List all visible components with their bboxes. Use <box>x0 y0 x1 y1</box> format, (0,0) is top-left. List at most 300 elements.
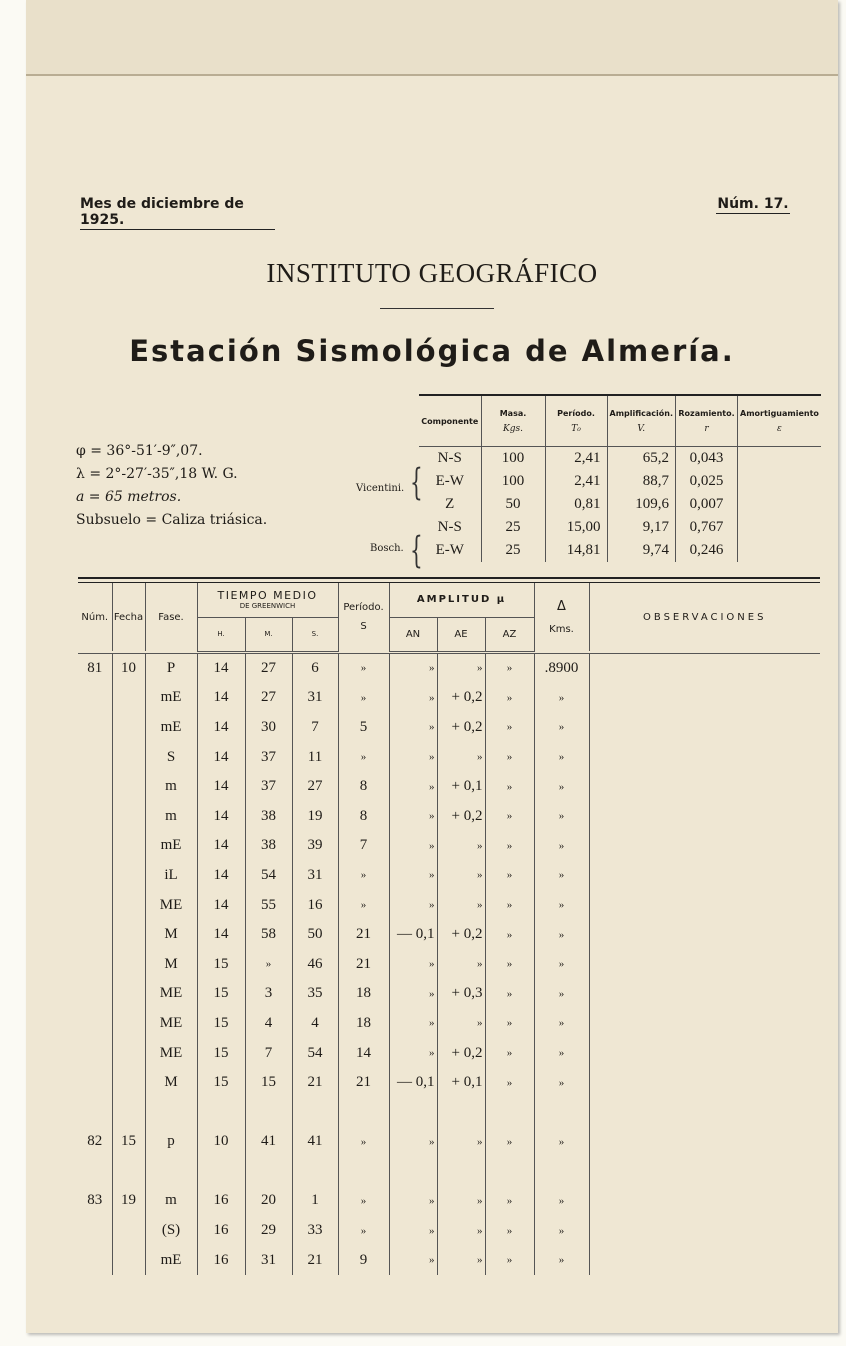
observaciones-cell <box>589 772 820 802</box>
table-cell <box>437 1097 485 1127</box>
table-cell: 38 <box>245 801 292 831</box>
table-cell <box>78 1038 112 1068</box>
table-cell: — 0,1 <box>389 920 437 950</box>
table-cell: » <box>485 713 534 743</box>
table-cell: (S) <box>145 1216 197 1246</box>
table-cell: 15 <box>197 949 245 979</box>
table-cell: » <box>485 1186 534 1216</box>
table-cell <box>145 1097 197 1127</box>
table-row <box>78 1157 820 1187</box>
table-row <box>78 801 820 831</box>
table-cell: » <box>534 713 589 743</box>
table-cell: » <box>534 1245 589 1275</box>
observaciones-cell <box>589 1097 820 1127</box>
table-cell: 41 <box>292 1127 338 1157</box>
observaciones-cell <box>589 920 820 950</box>
brace-vicentini: { <box>410 460 423 504</box>
periodo-label: Período. <box>343 602 384 613</box>
table-row <box>78 742 820 772</box>
table-cell: 14 <box>197 653 245 683</box>
table-cell: 14 <box>338 1038 389 1068</box>
instrument-cell: 25 <box>481 516 545 539</box>
table-cell <box>78 772 112 802</box>
table-cell: » <box>389 1009 437 1039</box>
table-cell: M <box>145 920 197 950</box>
table-cell: 4 <box>292 1009 338 1039</box>
table-cell: 15 <box>197 979 245 1009</box>
table-cell: 14 <box>197 861 245 891</box>
table-cell: » <box>534 801 589 831</box>
table-cell: 7 <box>292 713 338 743</box>
table-cell: 16 <box>197 1186 245 1216</box>
table-cell <box>112 1038 145 1068</box>
table-cell: » <box>389 742 437 772</box>
col-m: M. <box>245 617 292 651</box>
table-row <box>78 861 820 891</box>
table-cell <box>112 861 145 891</box>
table-cell: + 0,2 <box>437 920 485 950</box>
table-cell: 19 <box>112 1186 145 1216</box>
table-cell <box>534 1097 589 1127</box>
instrument-cell: Z <box>419 493 481 516</box>
table-cell: 1 <box>292 1186 338 1216</box>
table-cell: 54 <box>292 1038 338 1068</box>
table-cell: 41 <box>245 1127 292 1157</box>
instrument-cell: 0,025 <box>676 470 738 493</box>
table-cell: » <box>485 653 534 683</box>
table-cell: » <box>245 949 292 979</box>
table-cell: » <box>389 1127 437 1157</box>
table-cell: 16 <box>197 1216 245 1246</box>
instrument-cell: 14,81 <box>545 539 607 562</box>
table-cell: » <box>534 1127 589 1157</box>
observaciones-cell <box>589 742 820 772</box>
table-cell <box>112 801 145 831</box>
table-cell: » <box>389 831 437 861</box>
table-cell: 16 <box>292 890 338 920</box>
instrument-cell: 100 <box>481 447 545 471</box>
table-cell: » <box>437 1186 485 1216</box>
instrument-row <box>419 539 821 562</box>
table-cell: » <box>389 772 437 802</box>
table-cell <box>112 1068 145 1098</box>
instrument-table <box>419 394 821 562</box>
col-periodo <box>338 583 389 651</box>
table-cell: 38 <box>245 831 292 861</box>
table-cell: 31 <box>292 861 338 891</box>
instrument-cell: 25 <box>481 539 545 562</box>
instrument-cell: 9,17 <box>607 516 676 539</box>
instrument-cell: N-S <box>419 447 481 471</box>
table-cell: 58 <box>245 920 292 950</box>
observaciones-cell <box>589 831 820 861</box>
table-row <box>78 1097 820 1127</box>
observaciones-cell <box>589 1009 820 1039</box>
instrument-cell: 50 <box>481 493 545 516</box>
table-cell: .8900 <box>534 653 589 683</box>
instrument-cell: 0,007 <box>676 493 738 516</box>
table-cell: 14 <box>197 683 245 713</box>
table-cell: 14 <box>197 831 245 861</box>
table-cell: 37 <box>245 772 292 802</box>
table-cell: 18 <box>338 979 389 1009</box>
table-row <box>78 920 820 950</box>
table-cell: 83 <box>78 1186 112 1216</box>
col-amplitud: AMPLITUD μ <box>389 583 534 617</box>
table-cell: ME <box>145 890 197 920</box>
table-cell <box>78 742 112 772</box>
table-cell: 46 <box>292 949 338 979</box>
table-cell: 27 <box>245 683 292 713</box>
instrument-header: Componente <box>419 395 481 447</box>
table-cell: » <box>534 861 589 891</box>
table-cell <box>112 683 145 713</box>
table-cell: 14 <box>197 742 245 772</box>
table-cell: » <box>389 653 437 683</box>
delta-label: Δ <box>557 599 566 614</box>
table-cell <box>78 801 112 831</box>
table-cell <box>112 949 145 979</box>
table-cell: 30 <box>245 713 292 743</box>
instrument-cell: E-W <box>419 539 481 562</box>
col-num: Núm. <box>78 583 112 651</box>
bulletin-number: Núm. 17. <box>717 196 789 212</box>
table-cell: 14 <box>197 890 245 920</box>
instrument-row <box>419 493 821 516</box>
col-h: H. <box>197 617 245 651</box>
table-cell: » <box>437 831 485 861</box>
instrument-cell <box>738 539 821 562</box>
instrument-group-vicentini: Vicentini. <box>356 483 405 494</box>
table-cell <box>112 713 145 743</box>
table-cell: » <box>437 949 485 979</box>
instrument-cell: 0,767 <box>676 516 738 539</box>
table-cell: » <box>389 890 437 920</box>
col-an: AN <box>389 617 437 651</box>
table-cell: » <box>485 1038 534 1068</box>
month-heading: Mes de diciembre de 1925. <box>80 196 275 230</box>
table-row <box>78 890 820 920</box>
table-cell <box>112 1009 145 1039</box>
table-cell <box>112 890 145 920</box>
table-cell: 7 <box>245 1038 292 1068</box>
table-cell <box>112 772 145 802</box>
table-cell: » <box>389 861 437 891</box>
table-cell: » <box>485 890 534 920</box>
table-cell: » <box>485 1068 534 1098</box>
instrument-header: Amortiguamiento ε <box>738 395 821 447</box>
table-cell: 31 <box>292 683 338 713</box>
instrument-row <box>419 470 821 493</box>
table-cell <box>338 1097 389 1127</box>
table-cell: 16 <box>197 1245 245 1275</box>
table-cell: » <box>485 742 534 772</box>
table-cell: 54 <box>245 861 292 891</box>
table-cell: S <box>145 742 197 772</box>
table-cell: + 0,2 <box>437 683 485 713</box>
longitude: λ = 2°-27′-35″,18 W. G. <box>76 466 238 482</box>
table-cell: » <box>389 1216 437 1246</box>
table-cell: » <box>485 920 534 950</box>
table-cell: » <box>485 979 534 1009</box>
table-cell: 8 <box>338 801 389 831</box>
table-cell: 3 <box>245 979 292 1009</box>
table-cell: » <box>485 772 534 802</box>
table-cell <box>389 1157 437 1187</box>
table-cell: » <box>534 772 589 802</box>
table-cell: ME <box>145 1009 197 1039</box>
table-cell: 14 <box>197 920 245 950</box>
table-cell: 20 <box>245 1186 292 1216</box>
table-cell: » <box>485 683 534 713</box>
table-cell: » <box>338 890 389 920</box>
table-cell: 33 <box>292 1216 338 1246</box>
table-cell: M <box>145 1068 197 1098</box>
observaciones-cell <box>589 890 820 920</box>
table-cell: 39 <box>292 831 338 861</box>
table-cell: mE <box>145 831 197 861</box>
table-cell: mE <box>145 713 197 743</box>
table-cell: » <box>534 1216 589 1246</box>
col-tiempo <box>197 583 338 617</box>
table-cell: 55 <box>245 890 292 920</box>
table-cell <box>112 1097 145 1127</box>
table-cell: » <box>389 683 437 713</box>
instrument-cell: 109,6 <box>607 493 676 516</box>
instrument-cell: 15,00 <box>545 516 607 539</box>
table-cell: 15 <box>112 1127 145 1157</box>
table-cell: » <box>485 861 534 891</box>
table-cell: 21 <box>338 1068 389 1098</box>
table-cell: 35 <box>292 979 338 1009</box>
table-cell: 15 <box>197 1009 245 1039</box>
observaciones-cell <box>589 949 820 979</box>
table-cell: ME <box>145 1038 197 1068</box>
col-observaciones: OBSERVACIONES <box>643 611 767 623</box>
table-cell: 11 <box>292 742 338 772</box>
table-cell: 82 <box>78 1127 112 1157</box>
table-cell <box>78 890 112 920</box>
periodo-unit: S <box>360 621 367 632</box>
table-cell <box>534 1157 589 1187</box>
observaciones-cell <box>589 1216 820 1246</box>
instrument-header: Masa. Kgs. <box>481 395 545 447</box>
instrument-cell: N-S <box>419 516 481 539</box>
table-row <box>78 1127 820 1157</box>
col-fase: Fase. <box>145 583 197 651</box>
table-cell: 27 <box>292 772 338 802</box>
instrument-cell <box>738 470 821 493</box>
instrument-cell: 100 <box>481 470 545 493</box>
readings-header-row <box>78 583 820 617</box>
col-az: AZ <box>485 617 534 651</box>
instrument-cell: 65,2 <box>607 447 676 471</box>
readings-table <box>78 583 820 1275</box>
delta-unit: Kms. <box>549 624 574 635</box>
table-row <box>78 1068 820 1098</box>
table-cell: » <box>534 1038 589 1068</box>
table-cell: » <box>389 979 437 1009</box>
instrument-cell: 2,41 <box>545 470 607 493</box>
table-cell <box>485 1157 534 1187</box>
col-s: S. <box>292 617 338 651</box>
instrument-cell: 88,7 <box>607 470 676 493</box>
table-cell <box>112 920 145 950</box>
tiempo-sublabel: DE GREENWICH <box>239 602 296 611</box>
table-cell <box>78 1157 112 1187</box>
table-cell: » <box>437 1009 485 1039</box>
table-cell: m <box>145 1186 197 1216</box>
table-cell <box>112 1157 145 1187</box>
institute-title: INSTITUTO GEOGRÁFICO <box>266 258 598 288</box>
table-cell: — 0,1 <box>389 1068 437 1098</box>
instrument-cell: 0,246 <box>676 539 738 562</box>
table-cell: 14 <box>197 772 245 802</box>
table-cell: m <box>145 801 197 831</box>
table-cell: » <box>485 1245 534 1275</box>
table-cell: + 0,2 <box>437 801 485 831</box>
observaciones-cell <box>589 801 820 831</box>
table-cell: 6 <box>292 653 338 683</box>
observaciones-cell <box>589 1186 820 1216</box>
instrument-row <box>419 447 821 471</box>
table-cell: 10 <box>112 653 145 683</box>
table-cell <box>389 1097 437 1127</box>
col-fecha: Fecha <box>112 583 145 651</box>
instrument-header: Amplificación. V. <box>607 395 676 447</box>
instrument-cell: 2,41 <box>545 447 607 471</box>
table-cell: » <box>437 653 485 683</box>
table-cell: » <box>437 1216 485 1246</box>
table-cell <box>112 1216 145 1246</box>
table-row <box>78 831 820 861</box>
table-cell: » <box>534 979 589 1009</box>
table-row <box>78 1216 820 1246</box>
table-cell <box>78 831 112 861</box>
table-cell: » <box>389 801 437 831</box>
table-cell: ME <box>145 979 197 1009</box>
table-cell: » <box>437 742 485 772</box>
table-cell <box>78 1216 112 1246</box>
table-row <box>78 1009 820 1039</box>
table-cell <box>437 1157 485 1187</box>
table-cell <box>292 1097 338 1127</box>
table-cell <box>78 713 112 743</box>
observaciones-cell <box>589 1157 820 1187</box>
table-cell: » <box>437 861 485 891</box>
title-divider <box>380 308 494 309</box>
table-cell: 21 <box>292 1068 338 1098</box>
table-cell: » <box>389 1186 437 1216</box>
instrument-row <box>419 516 821 539</box>
table-cell: » <box>389 713 437 743</box>
table-cell <box>112 831 145 861</box>
table-cell <box>145 1157 197 1187</box>
table-cell <box>78 1097 112 1127</box>
table-cell: 29 <box>245 1216 292 1246</box>
table-cell: 4 <box>245 1009 292 1039</box>
table-cell <box>112 979 145 1009</box>
instrument-cell <box>738 447 821 471</box>
table-cell: » <box>485 1127 534 1157</box>
instrument-group-bosch: Bosch. <box>370 543 404 554</box>
table-cell <box>197 1157 245 1187</box>
table-row <box>78 713 820 743</box>
page-fold <box>26 0 838 76</box>
table-row <box>78 772 820 802</box>
table-cell: » <box>338 1186 389 1216</box>
table-cell: 8 <box>338 772 389 802</box>
instrument-cell: 0,043 <box>676 447 738 471</box>
col-delta <box>534 583 589 651</box>
brace-bosch: { <box>410 528 423 572</box>
table-cell: » <box>534 1068 589 1098</box>
instrument-cell <box>738 516 821 539</box>
table-cell: 14 <box>197 713 245 743</box>
observaciones-cell <box>589 653 820 683</box>
table-cell: » <box>389 949 437 979</box>
observaciones-cell <box>589 1038 820 1068</box>
table-cell <box>78 683 112 713</box>
table-cell <box>78 1245 112 1275</box>
table-cell <box>78 1068 112 1098</box>
table-row <box>78 1245 820 1275</box>
table-cell <box>338 1157 389 1187</box>
observaciones-cell <box>589 1245 820 1275</box>
instrument-cell: 0,81 <box>545 493 607 516</box>
table-cell: p <box>145 1127 197 1157</box>
table-cell <box>78 861 112 891</box>
observaciones-cell <box>589 1127 820 1157</box>
table-cell <box>112 742 145 772</box>
table-cell <box>245 1097 292 1127</box>
table-cell: m <box>145 772 197 802</box>
table-cell: » <box>338 742 389 772</box>
table-cell: 14 <box>197 801 245 831</box>
tiempo-label: TIEMPO MEDIO <box>217 589 318 603</box>
table-row <box>78 949 820 979</box>
instrument-cell <box>738 493 821 516</box>
table-cell: 10 <box>197 1127 245 1157</box>
subsoil: Subsuelo = Caliza triásica. <box>76 512 268 528</box>
table-cell: 15 <box>245 1068 292 1098</box>
table-cell: 7 <box>338 831 389 861</box>
table-cell: » <box>389 1245 437 1275</box>
ledger-page <box>26 0 838 1333</box>
table-cell: 50 <box>292 920 338 950</box>
table-cell: » <box>534 1186 589 1216</box>
table-cell: M <box>145 949 197 979</box>
table-cell: » <box>338 861 389 891</box>
altitude: a = 65 metros. <box>76 489 182 505</box>
table-cell: + 0,1 <box>437 772 485 802</box>
table-cell <box>78 979 112 1009</box>
observaciones-cell <box>589 683 820 713</box>
table-cell: » <box>437 1127 485 1157</box>
latitude: φ = 36°-51′-9″,07. <box>76 443 203 459</box>
table-cell: » <box>534 1009 589 1039</box>
table-cell: » <box>437 1245 485 1275</box>
table-cell: 19 <box>292 801 338 831</box>
observaciones-cell <box>589 861 820 891</box>
table-cell: » <box>485 1216 534 1246</box>
station-title: Estación Sismológica de Almería. <box>129 334 735 368</box>
table-cell: 21 <box>338 920 389 950</box>
table-cell: » <box>534 683 589 713</box>
table-cell: » <box>437 890 485 920</box>
table-row <box>78 979 820 1009</box>
instrument-cell: 9,74 <box>607 539 676 562</box>
